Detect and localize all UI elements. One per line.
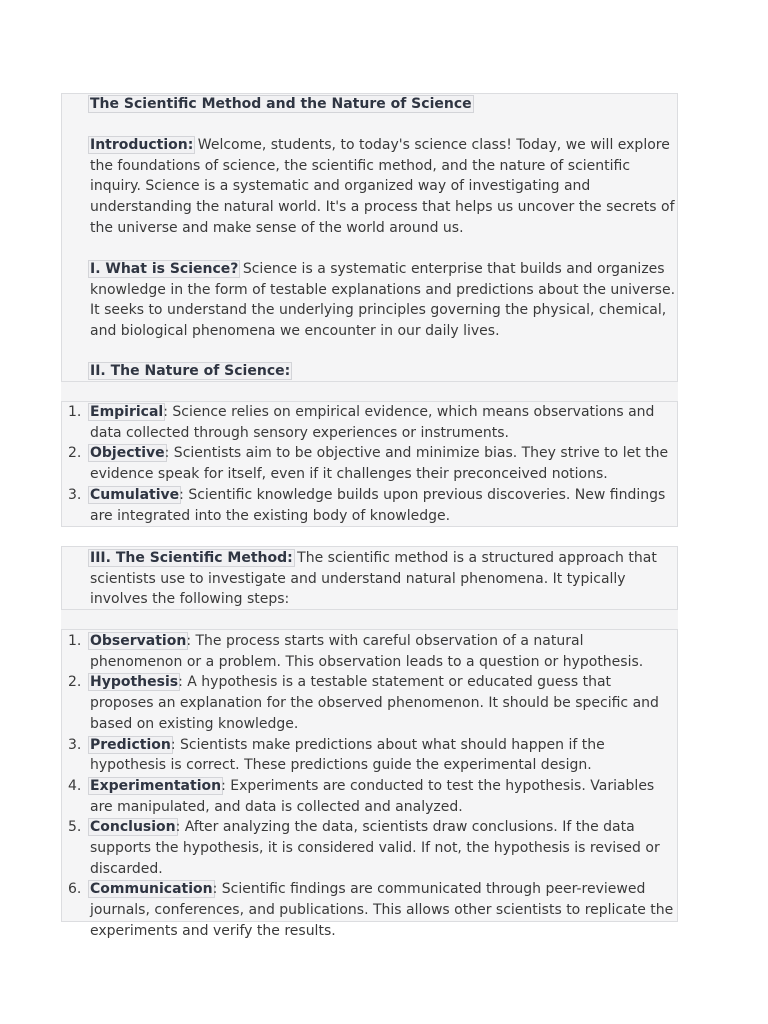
list-item [61, 776, 678, 817]
list-item [61, 631, 678, 672]
list-number: 4. [68, 777, 82, 794]
list-term: Cumulative [90, 486, 180, 503]
list-text: : After analyzing the data, scientists draw conclusions. If the data supports the hypothesis, it is considered valid. If not, the hypothesis is revised or discarded. [90, 819, 660, 877]
list-text: : Experiments are conducted to test the hypothesis. Variables are manipulated, and data is collected and analyzed. [90, 777, 655, 815]
list-text: : Scientific knowledge builds upon previous discoveries. New findings are integrated into the existing body of knowledge. [90, 486, 666, 524]
list-term: Empirical [90, 404, 164, 420]
method-steps-list [61, 631, 678, 942]
list-text: : The process starts with careful observation of a natural phenomenon or a problem. This observation leads to a question or hypothesis. [90, 633, 644, 670]
section-gap-strip [61, 610, 678, 630]
what-is-science-text: Science is a systematic enterprise that builds and organizes knowledge in the form of testable explanations and predictions about the universe. It seeks to understand the underlying principles governing the physical, chemical, and biological phenomena we encounter in our daily lives. [90, 261, 676, 340]
list-number: 5. [68, 819, 82, 836]
list-number: 2. [68, 674, 82, 691]
list-text: : Scientific findings are communicated through peer-reviewed journals, conferences, and publications. This allows other scientists to replicate the experiments and verify the results. [90, 881, 674, 939]
title-text: The Scientific Method and the Nature of Science [90, 96, 472, 112]
list-term: Objective [90, 445, 165, 462]
list-item [61, 879, 678, 941]
intro-paragraph [90, 135, 678, 239]
list-number: 3. [68, 736, 82, 753]
list-term: Observation [90, 633, 187, 649]
method-text: The scientific method is a structured approach that scientists use to investigate and understand natural phenomena. It typically involves the following steps: [90, 550, 657, 608]
nature-heading-text: II. The Nature of Science: [90, 363, 291, 379]
method-paragraph [90, 548, 678, 610]
list-text: : A hypothesis is a testable statement or educated guess that proposes an explanation for the observed phenomenon. It should be specific and based on existing knowledge. [90, 674, 659, 732]
what-is-science-label: I. What is Science? [90, 261, 239, 277]
method-label: III. The Scientific Method: [90, 550, 293, 566]
list-number: 3. [68, 486, 82, 503]
intro-label: Introduction: [90, 137, 194, 153]
list-term: Conclusion [90, 819, 176, 836]
list-item [61, 817, 678, 879]
list-term: Hypothesis [90, 674, 179, 691]
list-item [61, 672, 678, 734]
what-is-science-paragraph [90, 259, 678, 342]
list-number: 1. [68, 633, 82, 649]
list-item [61, 735, 678, 776]
list-text: : Scientists aim to be objective and minimize bias. They strive to let the evidence speak for itself, even if it challenges their preconceived notions. [90, 445, 669, 483]
list-text: : Scientists make predictions about what should happen if the hypothesis is correct. These predictions guide the experimental design. [90, 736, 605, 774]
intro-text: Welcome, students, to today's science class! Today, we will explore the foundations of science, the scientific method, and the nature of scientific inquiry. Science is a systematic and organized way of investigating and understanding the natural world. It's a process that helps us uncover the secrets of the universe and make sense of the world around us. [90, 137, 675, 236]
list-term: Experimentation [90, 777, 222, 794]
list-number: 1. [68, 404, 82, 420]
document-title [90, 94, 678, 115]
list-term: Prediction [90, 736, 171, 753]
list-term: Communication [90, 881, 213, 898]
nature-list [61, 402, 678, 526]
list-number: 2. [68, 445, 82, 462]
list-item [61, 402, 678, 443]
list-number: 6. [68, 881, 82, 898]
section-gap-strip [61, 382, 678, 402]
list-item [61, 443, 678, 484]
list-text: : Science relies on empirical evidence, which means observations and data collected through sensory experiences or instruments. [90, 404, 655, 441]
nature-heading [90, 361, 678, 382]
list-item [61, 485, 678, 526]
